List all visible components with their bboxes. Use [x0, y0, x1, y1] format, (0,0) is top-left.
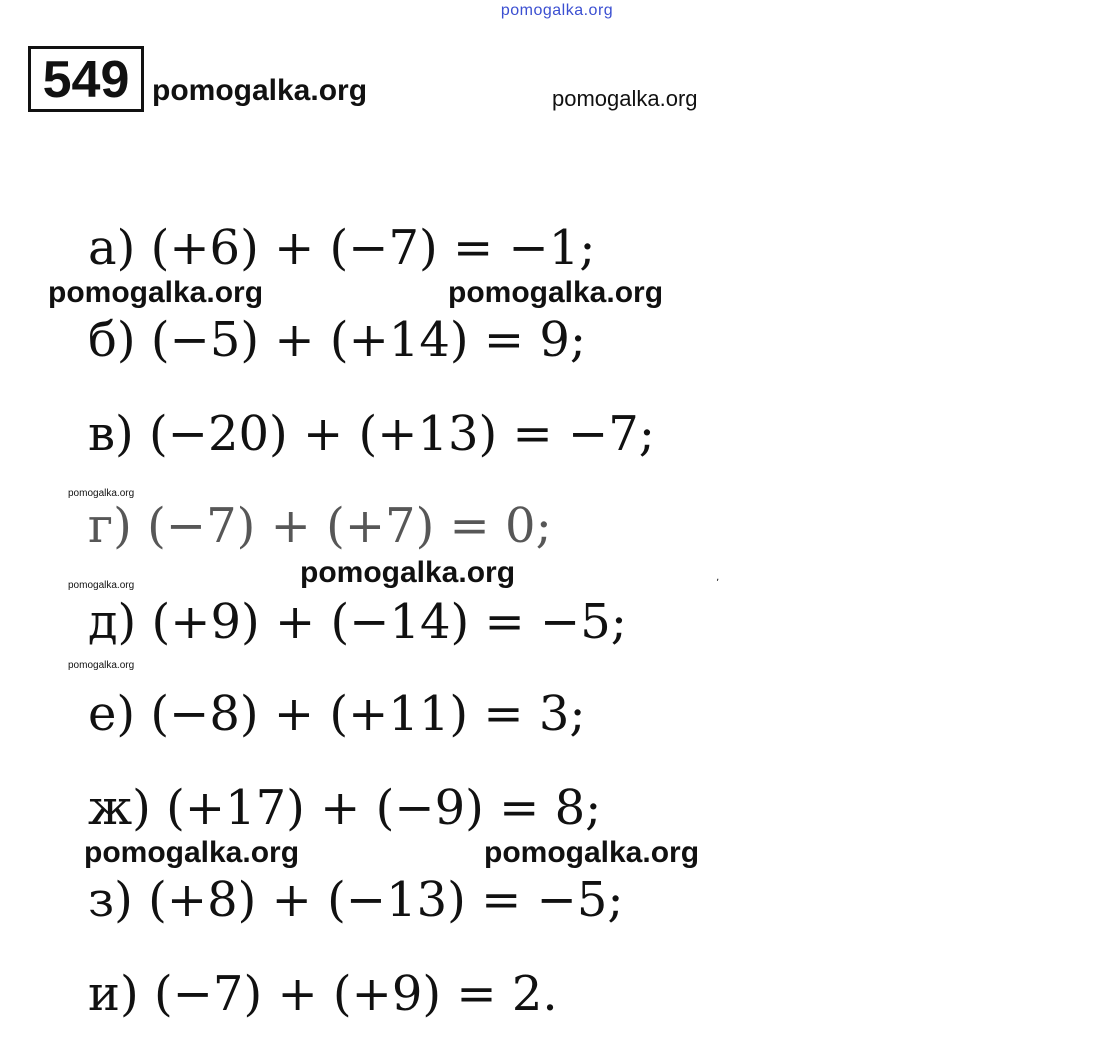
equation-label: ж) — [88, 780, 151, 836]
equation-zh — [88, 780, 601, 836]
equation-label: а) — [88, 220, 136, 276]
equation-e — [88, 686, 586, 742]
equation-label: г) — [88, 498, 132, 554]
equation-label: д) — [88, 594, 137, 650]
watermark: pomogalka.org — [300, 556, 516, 589]
equation-label: в) — [88, 406, 134, 462]
top-watermark: pomogalka.org — [500, 2, 614, 19]
equation-label: з) — [88, 872, 133, 928]
equation-text: (+6) + (−7) = −1; — [150, 220, 596, 276]
equation-v — [88, 406, 655, 462]
equation-text: (−7) + (+7) = 0; — [147, 498, 552, 554]
equation-text: (−8) + (+11) = 3; — [150, 686, 586, 742]
equation-a — [88, 220, 595, 276]
watermark-right: pomogalka.org — [552, 86, 698, 111]
equation-label: и) — [88, 966, 139, 1022]
equation-text: (+9) + (−14) = −5; — [151, 594, 627, 650]
stray-mark: ʼ — [716, 578, 720, 589]
equation-text: (+8) + (−13) = −5; — [148, 872, 624, 928]
equation-b — [88, 312, 586, 368]
equation-g — [88, 498, 552, 554]
watermark-main: pomogalka.org — [152, 74, 368, 107]
watermark-small: pomogalka.org — [68, 660, 135, 671]
equation-label: е) — [88, 686, 136, 742]
watermark: pomogalka.org — [448, 276, 664, 309]
watermark-small: pomogalka.org — [68, 580, 135, 591]
watermark-small: pomogalka.org — [68, 488, 135, 499]
equation-text: (−20) + (+13) = −7; — [149, 406, 655, 462]
equation-i — [88, 966, 558, 1022]
watermark: pomogalka.org — [84, 836, 300, 869]
watermark: pomogalka.org — [48, 276, 264, 309]
equation-text: (−5) + (+14) = 9; — [150, 312, 587, 368]
equation-text: (−7) + (+9) = 2. — [153, 966, 558, 1022]
watermark: pomogalka.org — [484, 836, 700, 869]
equation-text: (+17) + (−9) = 8; — [166, 780, 602, 836]
problem-number: 549 — [28, 46, 144, 112]
equation-d — [88, 594, 627, 650]
equation-z — [88, 872, 624, 928]
equation-label: б) — [88, 312, 136, 368]
